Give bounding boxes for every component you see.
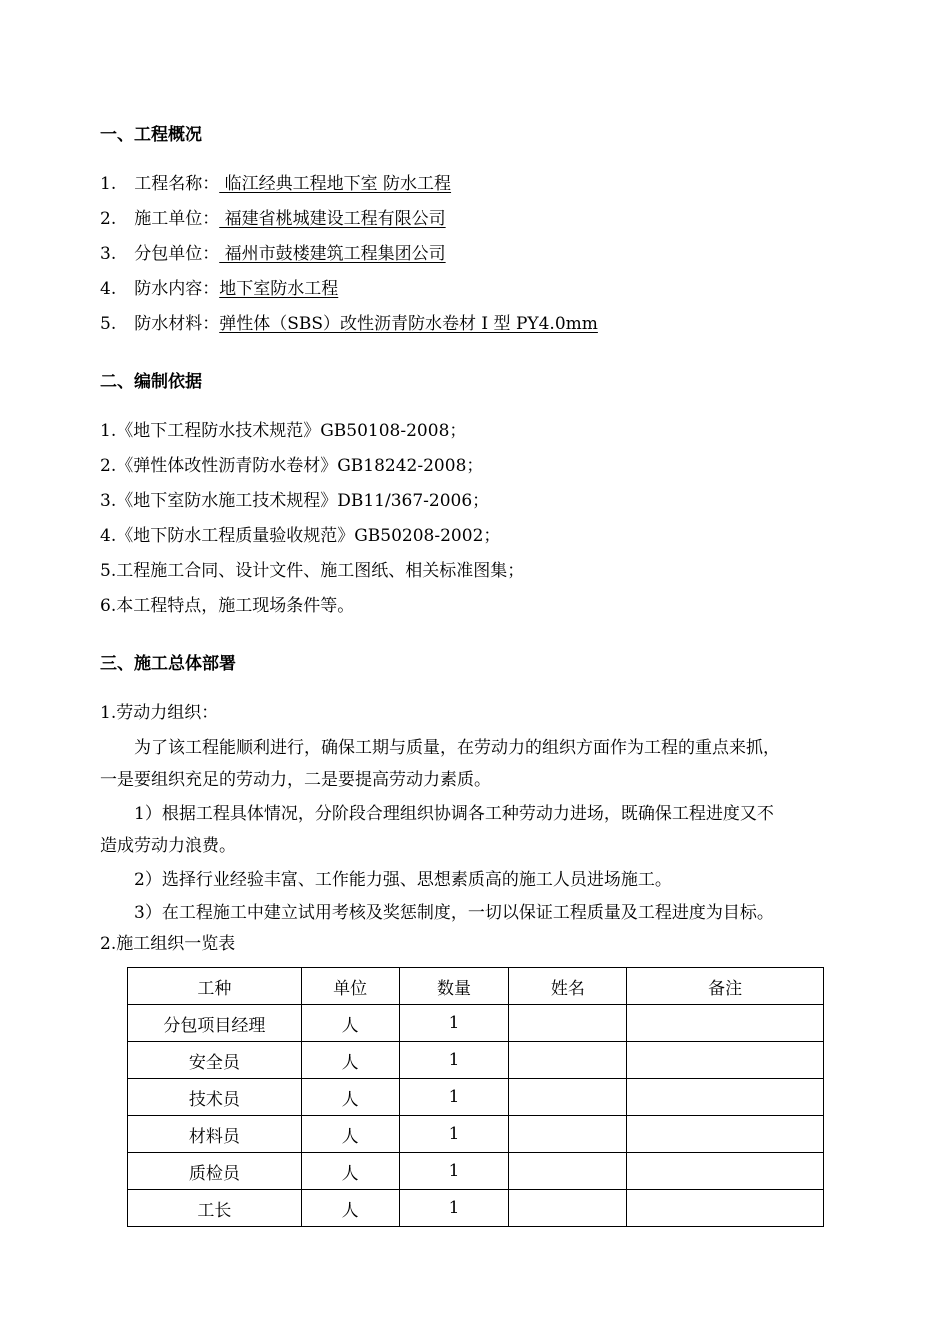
section-title-basis: 二、编制依据 bbox=[100, 372, 202, 392]
item-number: 3. bbox=[100, 244, 117, 264]
table-cell: 人 bbox=[301, 1116, 399, 1153]
header-cell: 姓名 bbox=[509, 968, 627, 1005]
list-item bbox=[100, 208, 446, 230]
table-row bbox=[128, 1190, 824, 1227]
table-row bbox=[128, 1005, 824, 1042]
table-cell: 1 bbox=[399, 1116, 509, 1153]
table-cell: 人 bbox=[301, 1190, 399, 1227]
list-item: 1.《地下工程防水技术规范》GB50108-2008； bbox=[100, 421, 467, 441]
table-cell: 1 bbox=[399, 1190, 509, 1227]
table-cell bbox=[509, 1190, 627, 1227]
table-cell: 工长 bbox=[128, 1190, 302, 1227]
list-item bbox=[100, 313, 598, 335]
table-cell: 1 bbox=[399, 1153, 509, 1190]
item-label: 防水材料： bbox=[134, 314, 220, 334]
table-cell bbox=[627, 1005, 824, 1042]
item-value: 福建省桃城建设工程有限公司 bbox=[219, 209, 446, 229]
section-title-deployment: 三、施工总体部署 bbox=[100, 654, 236, 674]
table-row bbox=[128, 1116, 824, 1153]
item-value: 临江经典工程地下室 防水工程 bbox=[219, 174, 452, 194]
list-item: 2.《弹性体改性沥青防水卷材》GB18242-2008； bbox=[100, 456, 484, 476]
table-cell bbox=[509, 1116, 627, 1153]
table-cell: 1 bbox=[399, 1005, 509, 1042]
table-heading: 2.施工组织一览表 bbox=[100, 934, 236, 954]
paragraph-line: 一是要组织充足的劳动力，二是要提高劳动力素质。 bbox=[100, 770, 491, 790]
section-title-overview: 一、工程概况 bbox=[100, 125, 202, 145]
table-cell: 安全员 bbox=[128, 1042, 302, 1079]
header-cell: 备注 bbox=[627, 968, 824, 1005]
header-cell: 工种 bbox=[128, 968, 302, 1005]
labor-heading: 1.劳动力组织： bbox=[100, 703, 219, 723]
table-cell bbox=[509, 1153, 627, 1190]
table-cell bbox=[627, 1190, 824, 1227]
table-cell bbox=[627, 1079, 824, 1116]
table-cell: 人 bbox=[301, 1079, 399, 1116]
table-cell bbox=[509, 1005, 627, 1042]
item-value: 福州市鼓楼建筑工程集团公司 bbox=[219, 244, 446, 264]
item-number: 1. bbox=[100, 174, 117, 194]
list-item: 6.本工程特点，施工现场条件等。 bbox=[100, 596, 355, 616]
header-cell: 单位 bbox=[301, 968, 399, 1005]
list-item bbox=[100, 173, 451, 195]
table-cell: 质检员 bbox=[128, 1153, 302, 1190]
item-label: 施工单位： bbox=[134, 209, 220, 229]
table-cell bbox=[627, 1116, 824, 1153]
table-cell: 人 bbox=[301, 1005, 399, 1042]
table-cell bbox=[627, 1153, 824, 1190]
table-cell: 1 bbox=[399, 1079, 509, 1116]
paragraph-line: 为了该工程能顺利进行，确保工期与质量，在劳动力的组织方面作为工程的重点来抓， bbox=[134, 738, 780, 758]
table-row bbox=[128, 1153, 824, 1190]
header-cell: 数量 bbox=[399, 968, 509, 1005]
table-cell: 人 bbox=[301, 1153, 399, 1190]
list-item bbox=[100, 243, 446, 265]
item-number: 5. bbox=[100, 314, 117, 334]
list-item: 4.《地下防水工程质量验收规范》GB50208-2002； bbox=[100, 526, 501, 546]
list-item bbox=[100, 278, 338, 300]
table-cell: 分包项目经理 bbox=[128, 1005, 302, 1042]
table-header-row bbox=[128, 968, 824, 1005]
paragraph-line: 2）选择行业经验丰富、工作能力强、思想素质高的施工人员进场施工。 bbox=[134, 870, 672, 890]
item-label: 防水内容： bbox=[134, 279, 220, 299]
table-cell bbox=[509, 1042, 627, 1079]
table-cell: 技术员 bbox=[128, 1079, 302, 1116]
list-item: 3.《地下室防水施工技术规程》DB11/367-2006； bbox=[100, 491, 490, 511]
item-label: 工程名称： bbox=[134, 174, 220, 194]
item-value: 弹性体（SBS）改性沥青防水卷材 I 型 PY4.0mm bbox=[219, 314, 598, 334]
staff-table bbox=[127, 967, 824, 1227]
table-cell: 1 bbox=[399, 1042, 509, 1079]
table-cell: 人 bbox=[301, 1042, 399, 1079]
table-cell bbox=[509, 1079, 627, 1116]
item-label: 分包单位： bbox=[134, 244, 220, 264]
list-item: 5.工程施工合同、设计文件、施工图纸、相关标准图集； bbox=[100, 561, 525, 581]
item-value: 地下室防水工程 bbox=[219, 279, 339, 299]
item-number: 4. bbox=[100, 279, 117, 299]
table-cell bbox=[627, 1042, 824, 1079]
item-number: 2. bbox=[100, 209, 117, 229]
table-cell: 材料员 bbox=[128, 1116, 302, 1153]
table-row bbox=[128, 1042, 824, 1079]
paragraph-line: 1）根据工程具体情况，分阶段合理组织协调各工种劳动力进场，既确保工程进度又不 bbox=[134, 804, 774, 824]
paragraph-line: 造成劳动力浪费。 bbox=[100, 836, 236, 856]
paragraph-line: 3）在工程施工中建立试用考核及奖惩制度，一切以保证工程质量及工程进度为目标。 bbox=[134, 903, 774, 923]
table-row bbox=[128, 1079, 824, 1116]
